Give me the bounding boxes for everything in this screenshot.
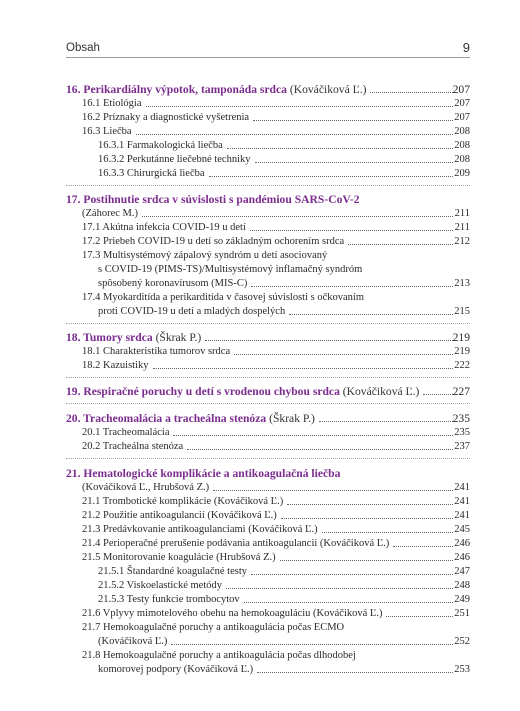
toc-entry[interactable]: 21.5 Monitorovanie koagulácie (Hrubšová Z.) 246 [82, 552, 470, 563]
toc-page-number: 211 [454, 208, 470, 219]
section-divider [66, 185, 470, 186]
toc-entry[interactable]: 21.1 Trombotické komplikácie (Kováčiková Ľ.) 241 [82, 496, 470, 507]
toc-entry-line[interactable]: 17.3 Multisystémový zápalový syndróm u detí asociovaný [82, 250, 328, 261]
toc-subentry[interactable]: 21.5.3 Testy funkcie trombocytov 249 [98, 594, 470, 605]
toc-entry[interactable]: 21.2 Použitie antikoagulancií (Kováčiková Ľ.) 241 [82, 510, 470, 521]
toc-chapter-heading[interactable]: 20. Tracheomalácia a tracheálna stenóza (Škrak P.) 235 [66, 412, 470, 425]
toc-page-number: 248 [454, 580, 470, 591]
toc-page-number: 247 [454, 566, 470, 577]
toc-subentry[interactable]: 16.3.3 Chirurgická liečba 209 [98, 168, 470, 179]
toc-page-number: 246 [454, 538, 470, 549]
toc-page-number: 241 [454, 496, 470, 507]
toc-chapter-heading[interactable]: 21. Hematologické komplikácie a antikoagulačná liečba [66, 467, 341, 480]
toc-page-number: 208 [454, 126, 470, 137]
toc-page-number: 249 [454, 594, 470, 605]
toc-page-number: 208 [454, 140, 470, 151]
toc-page-number: 241 [454, 510, 470, 521]
toc-page-number: 207 [452, 83, 470, 96]
toc-page-number: 246 [454, 552, 470, 563]
toc-page-number: 207 [454, 112, 470, 123]
toc-page-number: 219 [452, 331, 470, 344]
toc-entry[interactable]: 21.4 Perioperačné prerušenie podávania antikoagulancií (Kováčiková Ľ.) 246 [82, 538, 470, 549]
toc-entry[interactable]: 21.6 Vplyvy mimotelového obehu na hemokoaguláciu (Kováčiková Ľ.) 251 [82, 608, 470, 619]
toc-page-number: 222 [454, 360, 470, 371]
toc-page-number: 235 [452, 412, 470, 425]
toc-entry[interactable]: 21.3 Predávkovanie antikoagulanciami (Kováčiková Ľ.) 245 [82, 524, 470, 535]
section-divider [66, 403, 470, 404]
toc-entry[interactable]: 20.1 Tracheomalácia 235 [82, 427, 470, 438]
toc-page-number: 215 [454, 306, 470, 317]
toc-entry-line[interactable]: komorovej podpory (Kováčiková Ľ.) 253 [98, 664, 470, 675]
toc-chapter-heading[interactable]: 17. Postihnutie srdca v súvislosti s pandémiou SARS-CoV-2 [66, 193, 360, 206]
toc-subentry[interactable]: 21.5.2 Viskoelastické metódy 248 [98, 580, 470, 591]
toc-page-number: 253 [454, 664, 470, 675]
toc-page-number: 241 [454, 482, 470, 493]
toc-page-number: 212 [454, 236, 470, 247]
toc-page-number: 251 [454, 608, 470, 619]
toc-chapter-authors[interactable]: (Kováčiková Ľ., Hrubšová Z.) 241 [82, 482, 470, 493]
toc-entry[interactable]: 16.1 Etiológia 207 [82, 98, 470, 109]
toc-page-number: 213 [454, 278, 470, 289]
toc-entry-line[interactable]: proti COVID-19 u detí a mladých dospelých 215 [98, 306, 470, 317]
toc-page-number: 227 [452, 385, 470, 398]
section-divider [66, 323, 470, 324]
page-number: 9 [462, 40, 470, 55]
section-divider [66, 377, 470, 378]
toc-entry[interactable]: 17.2 Priebeh COVID-19 u detí so základným ochorením srdca 212 [82, 236, 470, 247]
toc-page-number: 207 [454, 98, 470, 109]
toc-entry-line[interactable]: (Kováčiková Ľ.) 252 [98, 636, 470, 647]
toc-entry[interactable]: 18.1 Charakteristika tumorov srdca 219 [82, 346, 470, 357]
toc-page-number: 237 [454, 441, 470, 452]
toc-page-number: 245 [454, 524, 470, 535]
toc-page-number: 209 [454, 168, 470, 179]
toc-subentry[interactable]: 21.5.1 Štandardné koagulačné testy 247 [98, 566, 470, 577]
toc-entry-line[interactable]: 17.4 Myokarditída a perikarditída v časovej súvislosti s očkovaním [82, 292, 364, 303]
toc-chapter-heading[interactable]: 18. Tumory srdca (Škrak P.) 219 [66, 331, 470, 344]
toc-entry-line[interactable]: 21.8 Hemokoagulačné poruchy a antikoagulácia počas dlhodobej [82, 650, 356, 661]
toc-entry-line[interactable]: 21.7 Hemokoagulačné poruchy a antikoagulácia počas ECMO [82, 622, 345, 633]
section-title: Obsah [66, 42, 100, 54]
toc-chapter-authors[interactable]: (Záhorec M.) 211 [82, 208, 470, 219]
toc-page-number: 211 [454, 222, 470, 233]
toc-entry-line[interactable]: spôsobený koronavírusom (MIS-C) 213 [98, 278, 470, 289]
toc-chapter-heading[interactable]: 19. Respiračné poruchy u detí s vrodenou chybou srdca (Kováčiková Ľ.) 227 [66, 385, 470, 398]
toc-entry[interactable]: 16.2 Príznaky a diagnostické vyšetrenia 207 [82, 112, 470, 123]
toc-page-number: 208 [454, 154, 470, 165]
toc-entry[interactable]: 18.2 Kazuistiky 222 [82, 360, 470, 371]
toc-chapter-heading[interactable]: 16. Perikardiálny výpotok, tamponáda srdca (Kováčiková Ľ.) 207 [66, 83, 470, 96]
toc-page-number: 235 [454, 427, 470, 438]
toc-entry[interactable]: 16.3 Liečba 208 [82, 126, 470, 137]
toc-entry[interactable]: 20.2 Tracheálna stenóza 237 [82, 441, 470, 452]
toc-subentry[interactable]: 16.3.1 Farmakologická liečba 208 [98, 140, 470, 151]
toc-page-number: 219 [454, 346, 470, 357]
toc-entry-line[interactable]: s COVID-19 (PIMS-TS)/Multisystémový inflamačný syndróm [98, 264, 363, 275]
toc-entry[interactable]: 17.1 Akútna infekcia COVID-19 u detí 211 [82, 222, 470, 233]
section-divider [66, 458, 470, 459]
toc-page-number: 252 [454, 636, 470, 647]
toc-subentry[interactable]: 16.3.2 Perkutánne liečebné techniky 208 [98, 154, 470, 165]
